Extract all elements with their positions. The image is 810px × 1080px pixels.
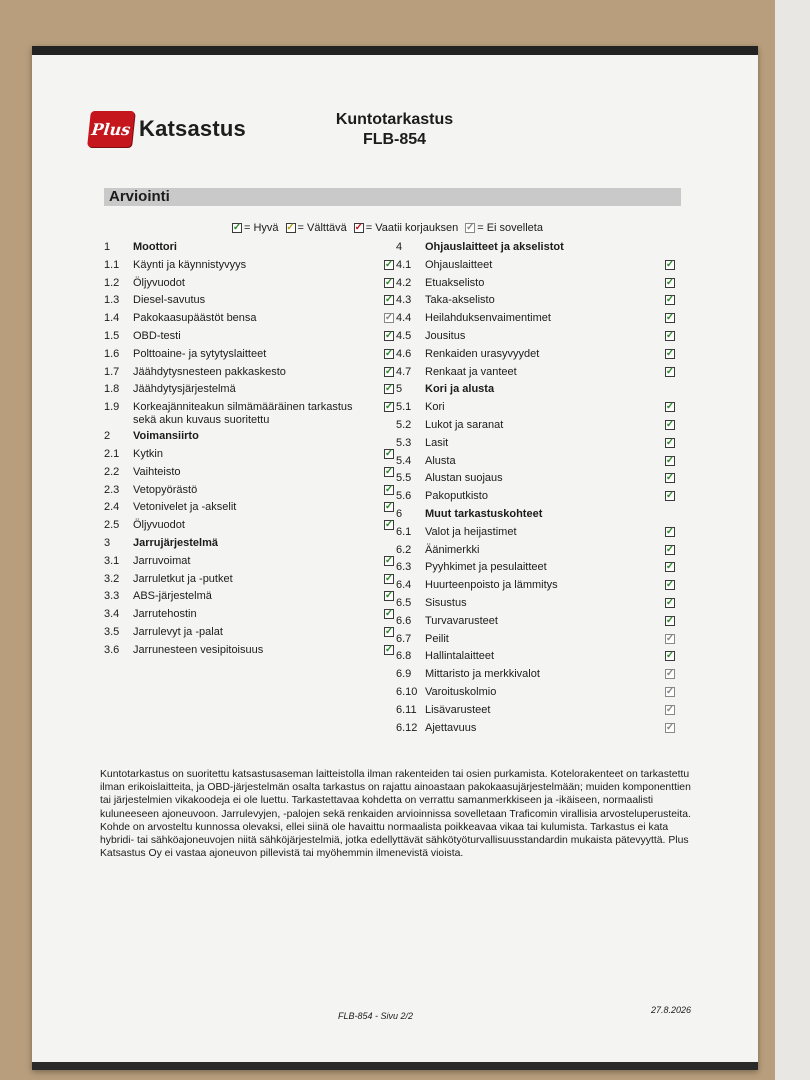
item-label: Turvavarusteet — [425, 614, 498, 627]
item-label: Alustan suojaus — [425, 472, 503, 485]
legend-label: = Ei sovelleta — [477, 222, 543, 234]
category-heading — [396, 241, 678, 259]
checkbox-icon: ✓ — [384, 590, 394, 602]
item-label: Hallintalaitteet — [425, 650, 495, 663]
item-number: 1.3 — [104, 294, 120, 307]
legend-item — [354, 222, 458, 234]
checkbox-icon: ✓ — [466, 222, 475, 233]
inspection-item — [396, 579, 678, 597]
item-number: 2.3 — [104, 483, 120, 496]
item-label: Huurteenpoisto ja lämmitys — [425, 579, 558, 592]
background-paper-edge — [775, 0, 810, 1080]
legend-label: = Välttävä — [297, 222, 347, 234]
item-label: Renkaat ja vanteet — [425, 365, 517, 378]
inspection-item — [396, 668, 678, 686]
checkbox-icon: ✓ — [384, 483, 394, 495]
checkbox-icon: ✓ — [384, 447, 394, 459]
checkbox-icon: ✓ — [384, 401, 394, 413]
item-label: Sisustus — [425, 596, 467, 609]
inspection-item — [104, 608, 394, 626]
item-label: Kori ja alusta — [425, 383, 495, 396]
inspection-item — [104, 519, 394, 537]
inspection-item — [396, 615, 678, 633]
checkbox-icon: ✓ — [384, 519, 394, 531]
item-label: Jarrunesteen vesipitoisuus — [133, 643, 264, 656]
inspection-item — [396, 722, 678, 740]
item-number: 1.7 — [104, 365, 120, 378]
item-label: OBD-testi — [133, 329, 181, 342]
item-label: Lukot ja saranat — [425, 418, 504, 431]
checkbox-icon: ✓ — [665, 596, 675, 608]
checkbox-icon: ✓ — [665, 668, 675, 680]
inspection-item — [396, 472, 678, 490]
item-label: Peilit — [425, 632, 449, 645]
item-label: Renkaiden urasyvyydet — [425, 347, 540, 360]
item-number: 2.2 — [104, 465, 120, 478]
item-label: Diesel-savutus — [133, 294, 206, 307]
checkbox-icon: ✓ — [384, 312, 394, 324]
checkbox-icon: ✓ — [384, 501, 394, 513]
item-number: 4.2 — [396, 276, 412, 289]
checkbox-icon: ✓ — [384, 347, 394, 359]
item-number: 5 — [396, 383, 403, 396]
item-label: Muut tarkastuskohteet — [425, 507, 543, 520]
checkbox-icon: ✓ — [384, 643, 394, 655]
inspection-item — [396, 650, 678, 668]
item-label: Jarruvoimat — [133, 554, 191, 567]
checkbox-icon: ✓ — [384, 258, 394, 270]
checkbox-icon: ✓ — [665, 472, 675, 484]
category-heading — [104, 430, 394, 448]
inspection-item — [104, 573, 394, 591]
item-number: 3.3 — [104, 590, 120, 603]
checkbox-icon: ✓ — [665, 365, 675, 377]
checkbox-icon: ✓ — [665, 312, 675, 324]
item-number: 1.6 — [104, 347, 120, 360]
inspection-item — [104, 259, 394, 277]
legend-item — [232, 222, 279, 234]
item-label: Jousitus — [425, 329, 466, 342]
item-label: Valot ja heijastimet — [425, 525, 517, 538]
item-label: Pakoputkisto — [425, 490, 488, 503]
inspection-item — [104, 626, 394, 644]
legend-item — [286, 222, 347, 234]
checkbox-icon: ✓ — [665, 632, 675, 644]
inspection-column-right — [396, 241, 678, 739]
legend-label: = Hyvä — [244, 222, 279, 234]
item-number: 4.4 — [396, 312, 412, 325]
item-number: 5.2 — [396, 418, 412, 431]
item-label: Ohjauslaitteet — [425, 258, 493, 271]
item-number: 1.5 — [104, 329, 120, 342]
item-label: Öljyvuodot — [133, 519, 185, 532]
inspection-item — [104, 590, 394, 608]
inspection-item — [396, 401, 678, 419]
checkbox-icon: ✓ — [384, 608, 394, 620]
inspection-item — [104, 348, 394, 366]
item-label: Varoituskolmio — [425, 685, 497, 698]
item-number: 5.4 — [396, 454, 412, 467]
footer-date: 27.8.2026 — [651, 1005, 692, 1015]
inspection-item — [104, 484, 394, 502]
inspection-item — [396, 526, 678, 544]
item-number: 6.1 — [396, 525, 412, 538]
item-number: 4 — [396, 241, 403, 253]
item-label: Taka-akselisto — [425, 294, 495, 307]
print-bottom-bar — [32, 1062, 758, 1070]
checkbox-icon: ✓ — [665, 490, 675, 502]
item-label: Korkeajänniteakun silmämääräinen tarkastus sekä akun kuvaus suoritettu — [133, 401, 353, 427]
item-label: Jarruletkut ja -putket — [133, 572, 233, 585]
checkbox-icon: ✓ — [384, 276, 394, 288]
item-number: 6 — [396, 507, 403, 520]
item-number: 5.6 — [396, 490, 412, 503]
item-number: 6.12 — [396, 721, 418, 734]
checkbox-icon: ✓ — [665, 579, 675, 591]
print-top-bar — [32, 46, 758, 55]
item-number: 1.9 — [104, 401, 120, 414]
inspection-item — [396, 544, 678, 562]
inspection-item — [104, 330, 394, 348]
checkbox-icon: ✓ — [665, 401, 675, 413]
checkbox-icon: ✓ — [665, 347, 675, 359]
checkbox-icon: ✓ — [384, 365, 394, 377]
inspection-item — [396, 597, 678, 615]
status-legend — [232, 222, 550, 234]
item-number: 6.4 — [396, 579, 412, 592]
inspection-item — [396, 686, 678, 704]
item-label: Heilahduksenvaimentimet — [425, 312, 551, 325]
checkbox-icon: ✓ — [665, 329, 675, 341]
checkbox-icon: ✓ — [232, 222, 242, 233]
inspection-item — [396, 330, 678, 348]
category-heading — [104, 537, 394, 555]
inspection-item — [104, 383, 394, 401]
item-number: 3.1 — [104, 554, 120, 567]
inspection-item — [104, 448, 394, 466]
item-number: 1.2 — [104, 276, 120, 289]
item-number: 2.1 — [104, 447, 120, 460]
item-label: Pyyhkimet ja pesulaitteet — [425, 561, 547, 574]
item-number: 1.1 — [104, 258, 120, 271]
checkbox-icon: ✓ — [665, 543, 675, 555]
inspection-item — [104, 466, 394, 484]
item-label: Jarrutehostin — [133, 608, 197, 621]
checkbox-icon: ✓ — [665, 703, 675, 715]
item-label: Ohjauslaitteet ja akselistot — [425, 241, 564, 253]
license-plate: FLB-854 — [362, 131, 427, 148]
inspection-item — [104, 366, 394, 384]
inspection-item — [396, 348, 678, 366]
inspection-item — [396, 259, 678, 277]
disclaimer-text: Kuntotarkastus on suoritettu katsastusaseman laitteistolla ilman rakenteiden tai osien purkamista. Kotelorakenteet on tarkastettu ilman erikoislaitteita, ja OBD-järjestelmän osalta tarkastus on rajattu ainoastaan pakokaasujärjestelmään; muiden komponenttien tai järjestelmien vikakoodeja ei ole luettu. Tarkastettavaa kohdetta on verrattu samanmerkkiseen ja -ikäiseen, normaalisti kuluneeseen ajoneuvoon. Jarrulevyjen, -palojen sekä renkaiden arvioinnissa sovelletaan Traficomin virallisia arvosteluperusteita. Kohde on arvosteltu kunnossa olevaksi, ellei siinä ole havaittu normaalista poikkeavaa vikaa tai kulumista. Tarkastus ei kata hybridi- tai sähköajoneuvojen niitä sähköjärjestelmiä, jotka edellyttävät sähkötyöturvallisuusstandardin mukaista pätevyyttä. Plus Katsastus Oy ei vastaa ajoneuvon pillevistä tai myöhemmin ilmenevistä vioista. — [100, 769, 691, 860]
checkbox-icon: ✓ — [384, 329, 394, 341]
item-label: Polttoaine- ja sytytyslaitteet — [133, 347, 267, 360]
checkbox-icon: ✓ — [665, 436, 675, 448]
document-page — [32, 46, 758, 1070]
inspection-item — [104, 555, 394, 573]
item-number: 4.7 — [396, 365, 412, 378]
legend-label: = Vaatii korjauksen — [365, 222, 459, 234]
item-number: 6.7 — [396, 632, 412, 645]
item-number: 3.6 — [104, 643, 120, 656]
item-number: 3.5 — [104, 625, 120, 638]
item-number: 3.2 — [104, 572, 120, 585]
report-title: Kuntotarkastus — [335, 111, 454, 128]
category-heading — [104, 241, 394, 259]
item-label: Vetopyörästö — [133, 483, 198, 496]
item-label: Jarrujärjestelmä — [133, 536, 218, 549]
checkbox-icon: ✓ — [665, 258, 675, 270]
item-number: 1.8 — [104, 383, 120, 396]
item-label: Jäähdytysnesteen pakkaskesto — [133, 365, 286, 378]
inspection-item — [396, 366, 678, 384]
checkbox-icon: ✓ — [384, 625, 394, 637]
inspection-item — [396, 455, 678, 473]
item-number: 2.4 — [104, 501, 120, 514]
inspection-item — [396, 277, 678, 295]
checkbox-icon: ✓ — [665, 561, 675, 573]
item-label: Lisävarusteet — [425, 703, 491, 716]
item-label: Kytkin — [133, 447, 163, 460]
checkbox-icon: ✓ — [354, 222, 363, 233]
checkbox-icon: ✓ — [665, 454, 675, 466]
checkbox-icon: ✓ — [665, 525, 675, 537]
inspection-item — [104, 277, 394, 295]
item-number: 6.10 — [396, 685, 418, 698]
inspection-item — [396, 437, 678, 455]
checkbox-icon: ✓ — [665, 650, 675, 662]
inspection-item — [104, 401, 394, 430]
inspection-item — [396, 490, 678, 508]
item-number: 6.6 — [396, 614, 412, 627]
checkbox-icon: ✓ — [384, 294, 394, 306]
item-number: 4.6 — [396, 347, 412, 360]
item-label: Jäähdytysjärjestelmä — [133, 383, 236, 396]
item-number: 6.9 — [396, 668, 412, 681]
item-number: 3 — [104, 536, 111, 549]
item-number: 1 — [104, 241, 111, 253]
inspection-item — [104, 644, 394, 662]
item-number: 6.11 — [396, 703, 417, 716]
item-label: Vaihteisto — [133, 465, 181, 478]
item-number: 5.5 — [396, 472, 412, 485]
checkbox-icon: ✓ — [384, 572, 394, 584]
category-heading — [396, 508, 678, 526]
item-label: Vetonivelet ja -akselit — [133, 501, 237, 514]
item-number: 2 — [104, 430, 111, 443]
item-label: Etuakselisto — [425, 276, 485, 289]
item-label: Voimansiirto — [133, 430, 199, 443]
item-label: Öljyvuodot — [133, 276, 185, 289]
inspection-item — [396, 633, 678, 651]
item-label: Moottori — [133, 241, 177, 253]
footer-page-label: FLB-854 - Sivu 2/2 — [338, 1011, 414, 1021]
item-label: Käynti ja käynnistyvyys — [133, 258, 247, 271]
item-label: Pakokaasupäästöt bensa — [133, 312, 257, 325]
company-logo — [89, 110, 246, 148]
checkbox-icon: ✓ — [665, 418, 675, 430]
checkbox-icon: ✓ — [665, 294, 675, 306]
inspection-item — [104, 501, 394, 519]
inspection-item — [104, 294, 394, 312]
inspection-item — [396, 704, 678, 722]
checkbox-icon: ✓ — [384, 383, 394, 395]
legend-item — [465, 222, 543, 234]
logo-name: Katsastus — [139, 116, 246, 141]
item-label: Lasit — [425, 436, 449, 449]
item-number: 6.8 — [396, 650, 412, 663]
inspection-item — [396, 294, 678, 312]
item-number: 4.3 — [396, 294, 412, 307]
inspection-item — [396, 561, 678, 579]
item-number: 1.4 — [104, 312, 120, 325]
item-number: 5.3 — [396, 436, 412, 449]
inspection-item — [396, 312, 678, 330]
item-label: Äänimerkki — [425, 543, 480, 556]
checkbox-icon: ✓ — [665, 721, 675, 733]
item-label: Ajettavuus — [425, 721, 477, 734]
checkbox-icon: ✓ — [384, 554, 394, 566]
inspection-item — [396, 419, 678, 437]
item-number: 2.5 — [104, 519, 120, 532]
item-label: Kori — [425, 401, 445, 414]
item-label: Mittaristo ja merkkivalot — [425, 668, 540, 681]
document-title — [302, 110, 487, 150]
item-number: 4.5 — [396, 329, 412, 342]
logo-mark-icon: Plus — [87, 111, 135, 147]
checkbox-icon: ✓ — [665, 685, 675, 697]
category-heading — [396, 383, 678, 401]
checkbox-icon: ✓ — [665, 614, 675, 626]
checkbox-icon: ✓ — [384, 465, 394, 477]
checkbox-icon: ✓ — [286, 222, 295, 233]
inspection-column-left — [104, 241, 394, 662]
item-number: 6.5 — [396, 596, 412, 609]
section-title: Arviointi — [104, 188, 681, 206]
checkbox-icon: ✓ — [665, 276, 675, 288]
item-label: ABS-järjestelmä — [133, 590, 212, 603]
item-number: 5.1 — [396, 401, 412, 414]
item-label: Alusta — [425, 454, 456, 467]
inspection-item — [104, 312, 394, 330]
item-label: Jarrulevyt ja -palat — [133, 625, 223, 638]
item-number: 6.2 — [396, 543, 412, 556]
item-number: 4.1 — [396, 258, 412, 271]
item-number: 3.4 — [104, 608, 120, 621]
item-number: 6.3 — [396, 561, 412, 574]
